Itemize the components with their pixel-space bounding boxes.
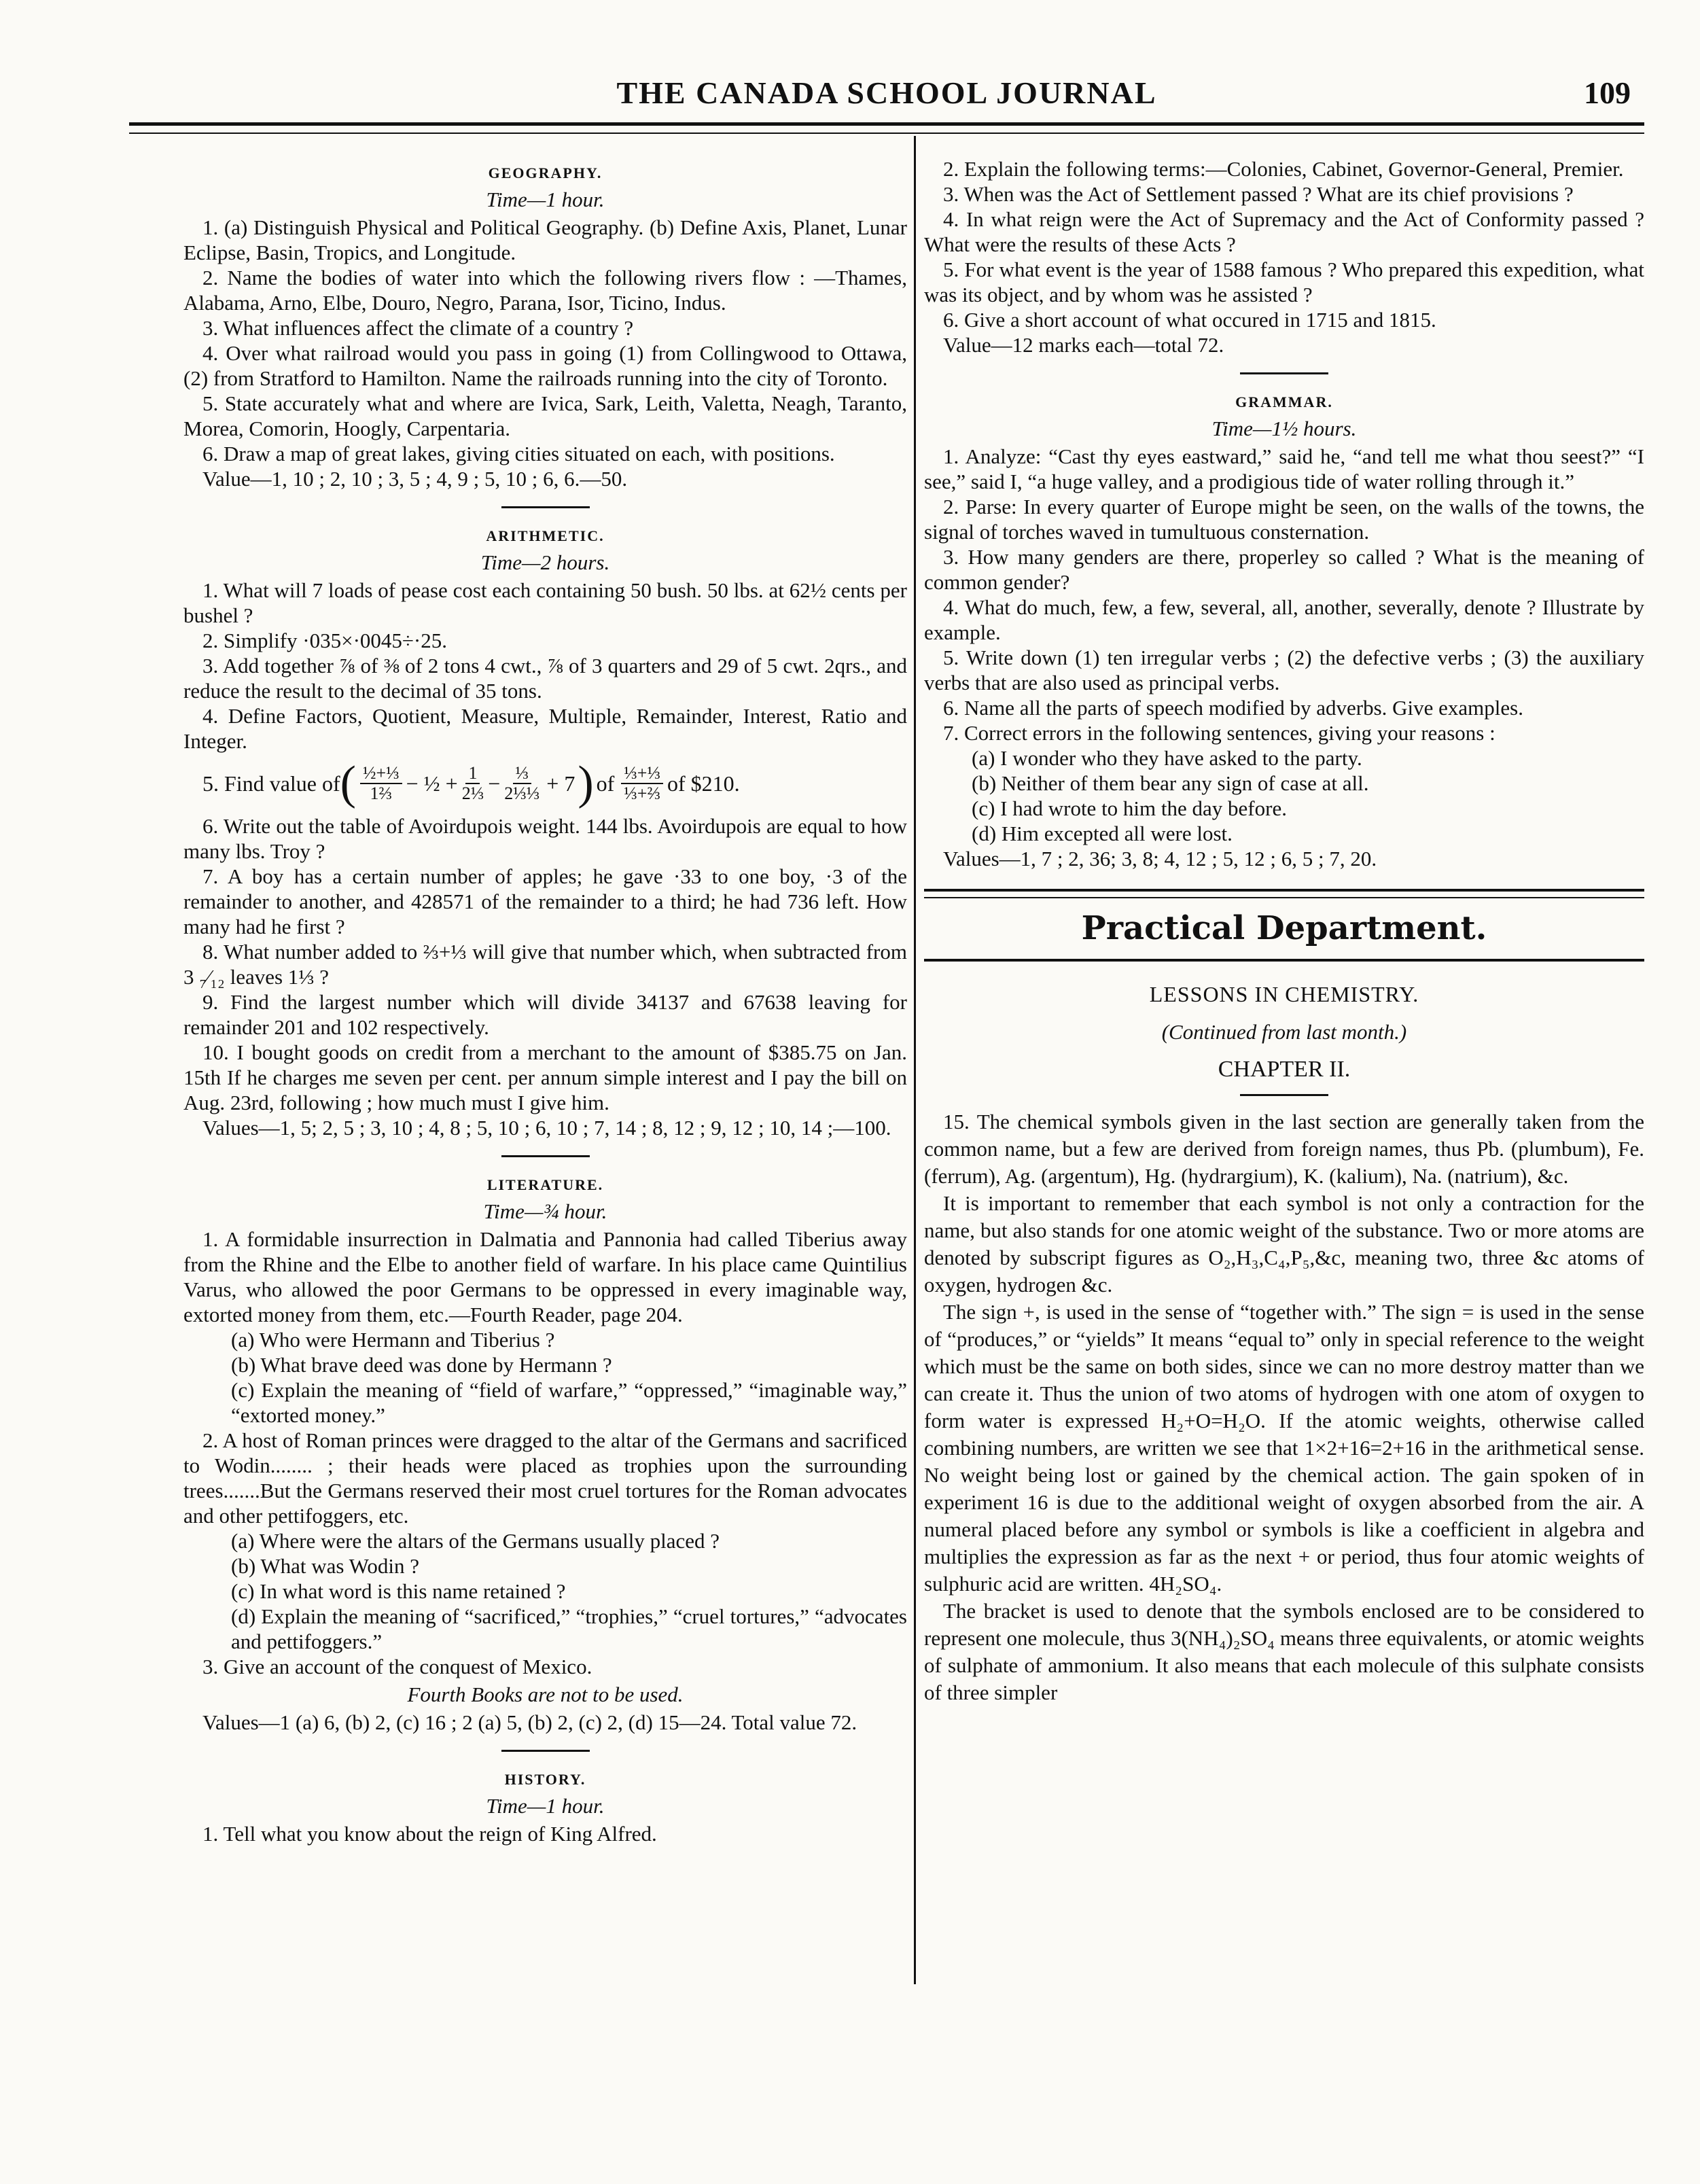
literature-q2-c: (c) In what word is this name retained ?	[231, 1579, 566, 1603]
chapter-rule	[1240, 1094, 1328, 1096]
chemistry-paragraph-3: The sign +, is used in the sense of “together with.” The sign = is used in the sense of “produces,” or “yields” It means “equal to” only in special reference to the weight which must be the same on both sides, since we can no more destroy matter than we can create it. Thus the union of two atoms of hydrogen with one atom of oxygen to form water is expressed H₂+O=H₂O. If the atomic weights, otherwise called combining numbers, are written we see that 1×2+16=2+16 in the arithmetical sense. No weight being lost or gained by the chemical action. The gain spoken of in experiment 16 is due to the additional weight of oxygen absorbed from the air. A numeral placed before any symbol or symbols is like a coefficient in algebra and multiplies the expression as far as the next + or period, thus four atomic weights of sulphuric acid are written. 4H₂SO₄.	[924, 1300, 1644, 1596]
chemistry-paragraph-2: It is important to remember that each symbol is not only a contraction for the name, but also stands for one atomic weight of the substance. Two or more atoms are denoted by subscript figures as O₂,H₃,C₄,P₅,&c, meaning two, three &c atoms of oxygen, hydrogen &c.	[924, 1191, 1644, 1297]
geography-q3: 3. What influences affect the climate of a country ?	[202, 316, 634, 340]
grammar-q4: 4. What do much, few, a few, several, all, another, severally, denote ? Illustrate by example.	[924, 595, 1644, 644]
fraction-4-den: ⅓+⅔	[624, 783, 660, 803]
geography-q6: 6. Draw a map of great lakes, giving cities situated on each, with positions.	[202, 442, 835, 465]
arithmetic-heading: ARITHMETIC.	[486, 527, 605, 544]
grammar-values: Values—1, 7 ; 2, 36; 3, 8; 4, 12 ; 5, 12 ; 6, 5 ; 7, 20.	[943, 847, 1377, 870]
history-q3: 3. When was the Act of Settlement passed ? What are its chief provisions ?	[943, 182, 1574, 206]
grammar-q7-c: (c) I had wrote to him the day before.	[972, 796, 1287, 820]
history-q4: 4. In what reign were the Act of Supremacy and the Act of Conformity passed ? What were the results of these Acts ?	[924, 207, 1644, 256]
grammar-heading: GRAMMAR.	[1235, 393, 1333, 410]
literature-time: Time—¾ hour.	[483, 1199, 607, 1223]
q5-mid: − ½ +	[406, 771, 458, 796]
page-number: 109	[1584, 75, 1631, 110]
q5-minus: −	[488, 771, 501, 796]
department-title: Practical Department.	[1081, 909, 1487, 947]
geography-q4: 4. Over what railroad would you pass in going (1) from Collingwood to Ottawa, (2) from Stratford to Hamilton. Name the railroads running into the city of Toronto.	[183, 341, 907, 390]
grammar-q3: 3. How many genders are there, properley so called ? What is the meaning of common gender?	[924, 545, 1644, 594]
literature-q1: 1. A formidable insurrection in Dalmatia and Pannonia had called Tiberius away from the Rhine and the Elbe to another field of warfare. In his place came Quintilius Varus, who allowed the poor Germans to be oppressed in every imaginable way, extorted money from them, etc.—Fourth Reader, page 204.	[183, 1227, 907, 1326]
history-time: Time—1 hour.	[486, 1794, 605, 1818]
grammar-time: Time—1½ hours.	[1211, 417, 1357, 440]
fraction-2	[462, 764, 484, 803]
chapter-heading: CHAPTER II.	[1218, 1057, 1351, 1082]
grammar-q5: 5. Write down (1) ten irregular verbs ; (2) the defective verbs ; (3) the auxiliary verbs that are also used as principal verbs.	[924, 646, 1644, 694]
literature-q2-d: (d) Explain the meaning of “sacrificed,” “trophies,” “cruel tortures,” “advocates and pettifoggers.”	[231, 1604, 907, 1653]
arithmetic-q9: 9. Find the largest number which will divide 34137 and 67638 leaving for remainder 201 and 102 respectively.	[183, 990, 907, 1039]
grammar-q7-d: (d) Him excepted all were lost.	[972, 822, 1233, 845]
fraction-4	[621, 764, 663, 803]
geography-q2: 2. Name the bodies of water into which the following rivers flow : —Thames, Alabama, Arno, Elbe, Douro, Negro, Parana, Isor, Ticino, Indus.	[183, 266, 907, 315]
history-q1: 1. Tell what you know about the reign of King Alfred.	[202, 1822, 657, 1846]
chemistry-paragraph-1: 15. The chemical symbols given in the last section are generally taken from the common name, but a few are derived from foreign names, thus Pb. (plumbum), Fe. (ferrum), Ag. (argentum), Hg. (hydrargium), K. (kalium), Na. (natrium), &c.	[924, 1110, 1644, 1188]
literature-heading: LITERATURE.	[486, 1176, 604, 1193]
fraction-1	[360, 764, 402, 803]
page-header	[129, 68, 1644, 116]
fraction-3-den: 2⅓⅓	[504, 783, 540, 803]
grammar-q1: 1. Analyze: “Cast thy eyes eastward,” said he, “and tell me what thou seest?” “I see,” said I, “a huge valley, and a prodigious tide of water rolling through it.”	[924, 444, 1644, 493]
q5-plus: + 7	[546, 771, 575, 796]
q5-tail: of $210.	[667, 771, 740, 796]
literature-values: Values—1 (a) 6, (b) 2, (c) 16 ; 2 (a) 5, (b) 2, (c) 2, (d) 15—24. Total value 72.	[202, 1710, 857, 1734]
geography-time: Time—1 hour.	[486, 188, 605, 211]
arithmetic-q6: 6. Write out the table of Avoirdupois weight. 144 lbs. Avoirdupois are equal to how many lbs. Troy ?	[183, 814, 907, 863]
literature-q2-a: (a) Where were the altars of the Germans usually placed ?	[231, 1529, 720, 1553]
lesson-title: LESSONS IN CHEMISTRY.	[1149, 982, 1419, 1006]
geography-values: Value—1, 10 ; 2, 10 ; 3, 5 ; 4, 9 ; 5, 10 ; 6, 6.—50.	[202, 467, 628, 491]
q5-label: 5. Find value of	[202, 771, 340, 796]
chemistry-paragraph-4: The bracket is used to denote that the symbols enclosed are to be considered to represent one molecule, thus 3(NH₄)₂SO₄ means three equivalents, or atomic weights of sulphate of ammonium. It also means that each molecule of this sulphate consists of three simpler	[924, 1599, 1644, 1704]
fraction-1-den: 1⅔	[370, 783, 393, 803]
header-rule	[129, 122, 1644, 134]
arithmetic-time: Time—2 hours.	[480, 550, 610, 574]
left-column	[183, 156, 907, 1846]
grammar-q7-b: (b) Neither of them bear any sign of case at all.	[972, 771, 1369, 795]
arithmetic-q10: 10. I bought goods on credit from a merchant to the amount of $385.75 on Jan. 15th If he charges me seven per cent. per annum simple interest and I pay the bill on Aug. 23rd, following ; how much must I give him.	[183, 1040, 907, 1114]
history-values: Value—12 marks each—total 72.	[943, 333, 1224, 357]
close-paren: )	[578, 757, 594, 809]
geography-q1: 1. (a) Distinguish Physical and Political Geography. (b) Define Axis, Planet, Lunar Eclipse, Basin, Tropics, and Longitude.	[183, 215, 907, 264]
right-column	[924, 156, 1644, 1706]
fraction-1-num: ½+⅓	[360, 764, 402, 784]
history-q5: 5. For what event is the year of 1588 famous ? Who prepared this expedition, what was its object, and by whom was he assisted ?	[924, 258, 1644, 306]
literature-q1-b: (b) What brave deed was done by Hermann ?	[231, 1353, 612, 1377]
section-rule	[501, 1155, 590, 1157]
column-divider	[914, 136, 916, 1984]
arithmetic-q3: 3. Add together ⅞ of ⅜ of 2 tons 4 cwt., ⅞ of 3 quarters and 29 of 5 cwt. 2qrs., and reduce the result to the decimal of 35 tons.	[183, 654, 907, 703]
fraction-2-num: 1	[465, 764, 480, 784]
section-rule	[501, 506, 590, 508]
arithmetic-values: Values—1, 5; 2, 5 ; 3, 10 ; 4, 8 ; 5, 10 ; 6, 10 ; 7, 14 ; 8, 12 ; 9, 12 ; 10, 14 ;—100.	[202, 1116, 891, 1140]
grammar-q7: 7. Correct errors in the following sentences, giving your reasons :	[943, 721, 1495, 745]
arithmetic-q7: 7. A boy has a certain number of apples; he gave ·33 to one boy, ·3 of the remainder to another, and 428571 of the remainder to a third; he had 736 left. How many had he first ?	[183, 864, 907, 938]
open-paren: (	[340, 757, 356, 809]
fraction-3-num: ⅓	[513, 764, 532, 784]
department-rule	[924, 889, 1644, 898]
grammar-q6: 6. Name all the parts of speech modified by adverbs. Give examples.	[943, 696, 1523, 720]
arithmetic-q4: 4. Define Factors, Quotient, Measure, Multiple, Remainder, Interest, Ratio and Integer.	[183, 704, 907, 753]
grammar-q7-a: (a) I wonder who they have asked to the party.	[972, 746, 1362, 770]
history-q2: 2. Explain the following terms:—Colonies, Cabinet, Governor-General, Premier.	[943, 157, 1624, 181]
department-rule-lower	[924, 959, 1644, 964]
literature-q1-c: (c) Explain the meaning of “field of warfare,” “oppressed,” “imaginable way,” “extorted money.”	[231, 1378, 907, 1427]
literature-q2: 2. A host of Roman princes were dragged to the altar of the Germans and sacrificed to Wodin........ ; their heads were placed as trophies upon the surrounding trees.......But the Germans reserved their most cruel tortures for the Roman advocates and other pettifoggers, etc.	[183, 1428, 907, 1528]
arithmetic-q2: 2. Simplify ·035×·0045÷·25.	[202, 629, 447, 652]
fraction-2-den: 2⅓	[461, 783, 484, 803]
running-title: THE CANADA SCHOOL JOURNAL	[616, 75, 1157, 110]
history-heading: HISTORY.	[504, 1771, 586, 1788]
geography-heading: GEOGRAPHY.	[488, 164, 603, 181]
fraction-4-num: ⅓+⅓	[621, 764, 663, 784]
literature-q2-b: (b) What was Wodin ?	[231, 1554, 420, 1578]
arithmetic-q1: 1. What will 7 loads of pease cost each containing 50 bush. 50 lbs. at 62½ cents per bushel ?	[183, 578, 907, 627]
geography-q5: 5. State accurately what and where are Ivica, Sark, Leith, Valetta, Neagh, Taranto, Morea, Comorin, Hoogly, Carpentaria.	[183, 391, 907, 440]
q5-of: of	[596, 771, 615, 796]
history-q6: 6. Give a short account of what occured in 1715 and 1815.	[943, 308, 1436, 332]
fraction-3	[504, 764, 539, 803]
arithmetic-q5-formula	[202, 757, 907, 809]
literature-q1-a: (a) Who were Hermann and Tiberius ?	[231, 1328, 555, 1352]
section-rule	[1240, 372, 1328, 374]
literature-note: Fourth Books are not to be used.	[407, 1683, 684, 1706]
literature-q3: 3. Give an account of the conquest of Mexico.	[202, 1655, 592, 1678]
arithmetic-q8: 8. What number added to ⅔+⅓ will give that number which, when subtracted from 3 ₇⁄₁₂ leaves 1⅓ ?	[183, 940, 907, 989]
continued-note: (Continued from last month.)	[1161, 1020, 1407, 1044]
grammar-q2: 2. Parse: In every quarter of Europe might be seen, on the walls of the towns, the signal of torches waved in tumultuous consternation.	[924, 495, 1644, 544]
section-rule	[501, 1750, 590, 1752]
